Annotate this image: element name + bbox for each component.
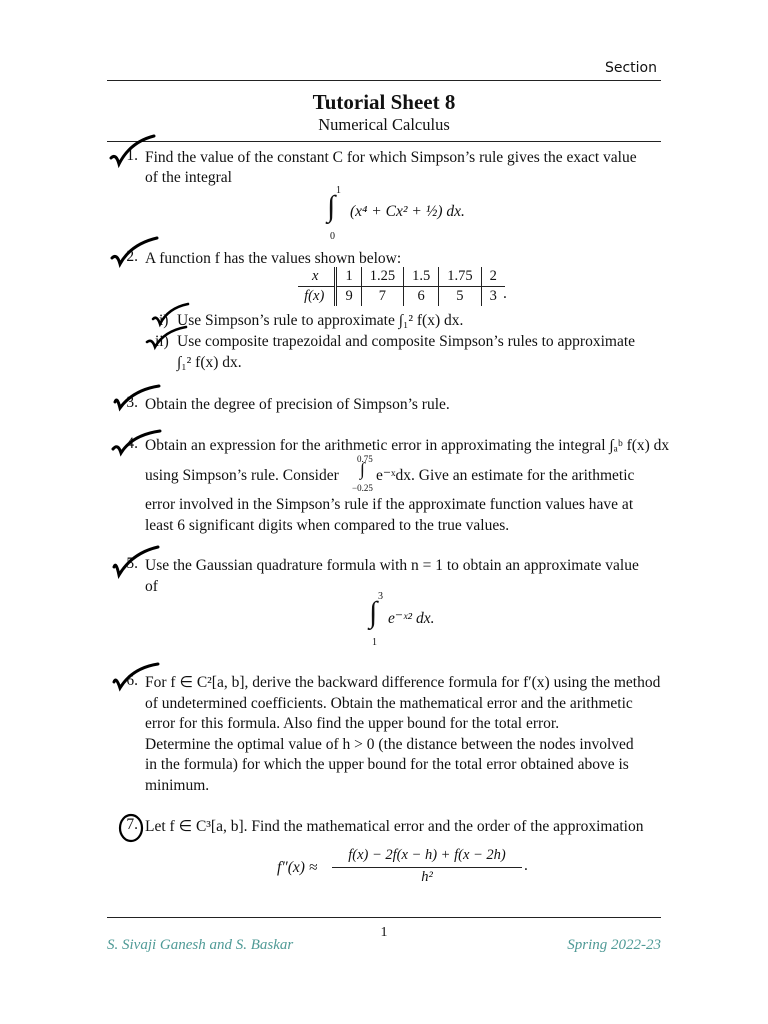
question-text: Obtain an expression for the arithmetic error in approximating the integral ∫ₐᵇ f(x) dx: [145, 437, 670, 454]
table-cell: 5: [439, 287, 481, 307]
table-row: [298, 287, 505, 307]
subpart-text: Use composite trapezoidal and composite Simpson’s rules to approximate: [177, 333, 636, 350]
table-cell: 1.75: [439, 267, 481, 287]
fraction-bar: [332, 867, 522, 868]
table-cell: 1: [336, 267, 361, 287]
question-text: using Simpson’s rule. Consider: [145, 467, 339, 484]
footer-rule: [107, 917, 661, 918]
question-text: For f ∈ C²[a, b], derive the backward difference formula for f′(x) using the method: [145, 674, 661, 691]
integral-upper-limit: 3: [378, 591, 383, 602]
page-number: 1: [380, 925, 388, 940]
question-text: A function f has the values shown below:: [145, 250, 402, 267]
page-title: Tutorial Sheet 8: [312, 90, 456, 114]
table-cell: 6: [404, 287, 439, 307]
integral-sign: ∫: [327, 190, 336, 223]
question-text: least 6 significant digits when compared to the true values.: [145, 517, 510, 534]
question-number: 5.: [126, 555, 138, 572]
question-text: minimum.: [145, 777, 210, 794]
question-text: Find the value of the constant C for which Simpson’s rule gives the exact value: [145, 149, 637, 166]
page-subtitle: Numerical Calculus: [318, 115, 450, 134]
table-cell: 3: [481, 287, 505, 307]
question-text: of: [145, 578, 158, 595]
integral-expression: e⁻ˣ² dx.: [388, 610, 435, 627]
footer-term: Spring 2022-23: [567, 937, 661, 953]
formula-denominator: h²: [421, 869, 433, 885]
integral-upper-limit: 1: [336, 185, 341, 196]
formula-end: .: [524, 857, 528, 874]
integral-sign: ∫: [369, 596, 378, 629]
subpart-number: i): [159, 312, 169, 329]
title-rule: [107, 141, 661, 142]
question-text: Determine the optimal value of h > 0 (the distance between the nodes involved: [145, 736, 634, 753]
table-cell: f(x): [304, 288, 325, 304]
integral-upper-limit: 0.75: [357, 454, 373, 464]
subpart-text: Use Simpson’s rule to approximate ∫₁² f(x) dx.: [177, 312, 464, 329]
question-number: 6.: [126, 672, 138, 689]
section-label: Section: [604, 60, 657, 76]
question-text: Obtain the degree of precision of Simpson’s rule.: [145, 396, 450, 413]
question-text: of the integral: [145, 169, 232, 186]
subpart-number: ii): [155, 333, 169, 350]
table-cell: 1.25: [361, 267, 403, 287]
question-number: 2.: [126, 248, 138, 265]
formula-lhs: f″(x) ≈: [277, 859, 318, 876]
question-number: 1.: [126, 147, 138, 164]
question-text: error for this formula. Also find the upper bound for the total error.: [145, 715, 560, 732]
formula-numerator: f(x) − 2f(x − h) + f(x − 2h): [348, 847, 506, 863]
question-text: of undetermined coefficients. Obtain the mathematical error and the arithmetic: [145, 695, 633, 712]
header-rule: [107, 80, 661, 81]
subpart-text: ∫₁² f(x) dx.: [177, 354, 242, 371]
function-values-table: [298, 267, 505, 306]
table-cell: x: [298, 267, 336, 287]
question-text: Use the Gaussian quadrature formula with n = 1 to obtain an approximate value: [145, 557, 639, 574]
table-period: .: [503, 285, 507, 302]
integral-lower-limit: 1: [372, 637, 377, 648]
integral-lower-limit: −0.25: [352, 483, 373, 493]
table-cell: 1.5: [404, 267, 439, 287]
question-number: 3.: [126, 394, 138, 411]
question-text: e⁻ˣdx. Give an estimate for the arithmetic: [376, 467, 635, 484]
integral-expression: (x⁴ + Cx² + ½) dx.: [350, 203, 465, 220]
table-cell: 9: [336, 287, 361, 307]
question-number: 4.: [126, 435, 138, 452]
integral-sign: ∫: [360, 459, 365, 479]
footer-authors: S. Sivaji Ganesh and S. Baskar: [107, 937, 294, 953]
table-cell: 7: [361, 287, 403, 307]
question-number: 7.: [126, 816, 138, 833]
table-cell: 2: [481, 267, 505, 287]
question-text: error involved in the Simpson’s rule if the approximate function values have at: [145, 496, 634, 513]
table-row: [298, 267, 505, 287]
question-text: Let f ∈ C³[a, b]. Find the mathematical error and the order of the approximation: [145, 818, 644, 835]
integral-lower-limit: 0: [330, 231, 335, 242]
question-text: in the formula) for which the upper bound for the total error obtained above is: [145, 756, 629, 773]
